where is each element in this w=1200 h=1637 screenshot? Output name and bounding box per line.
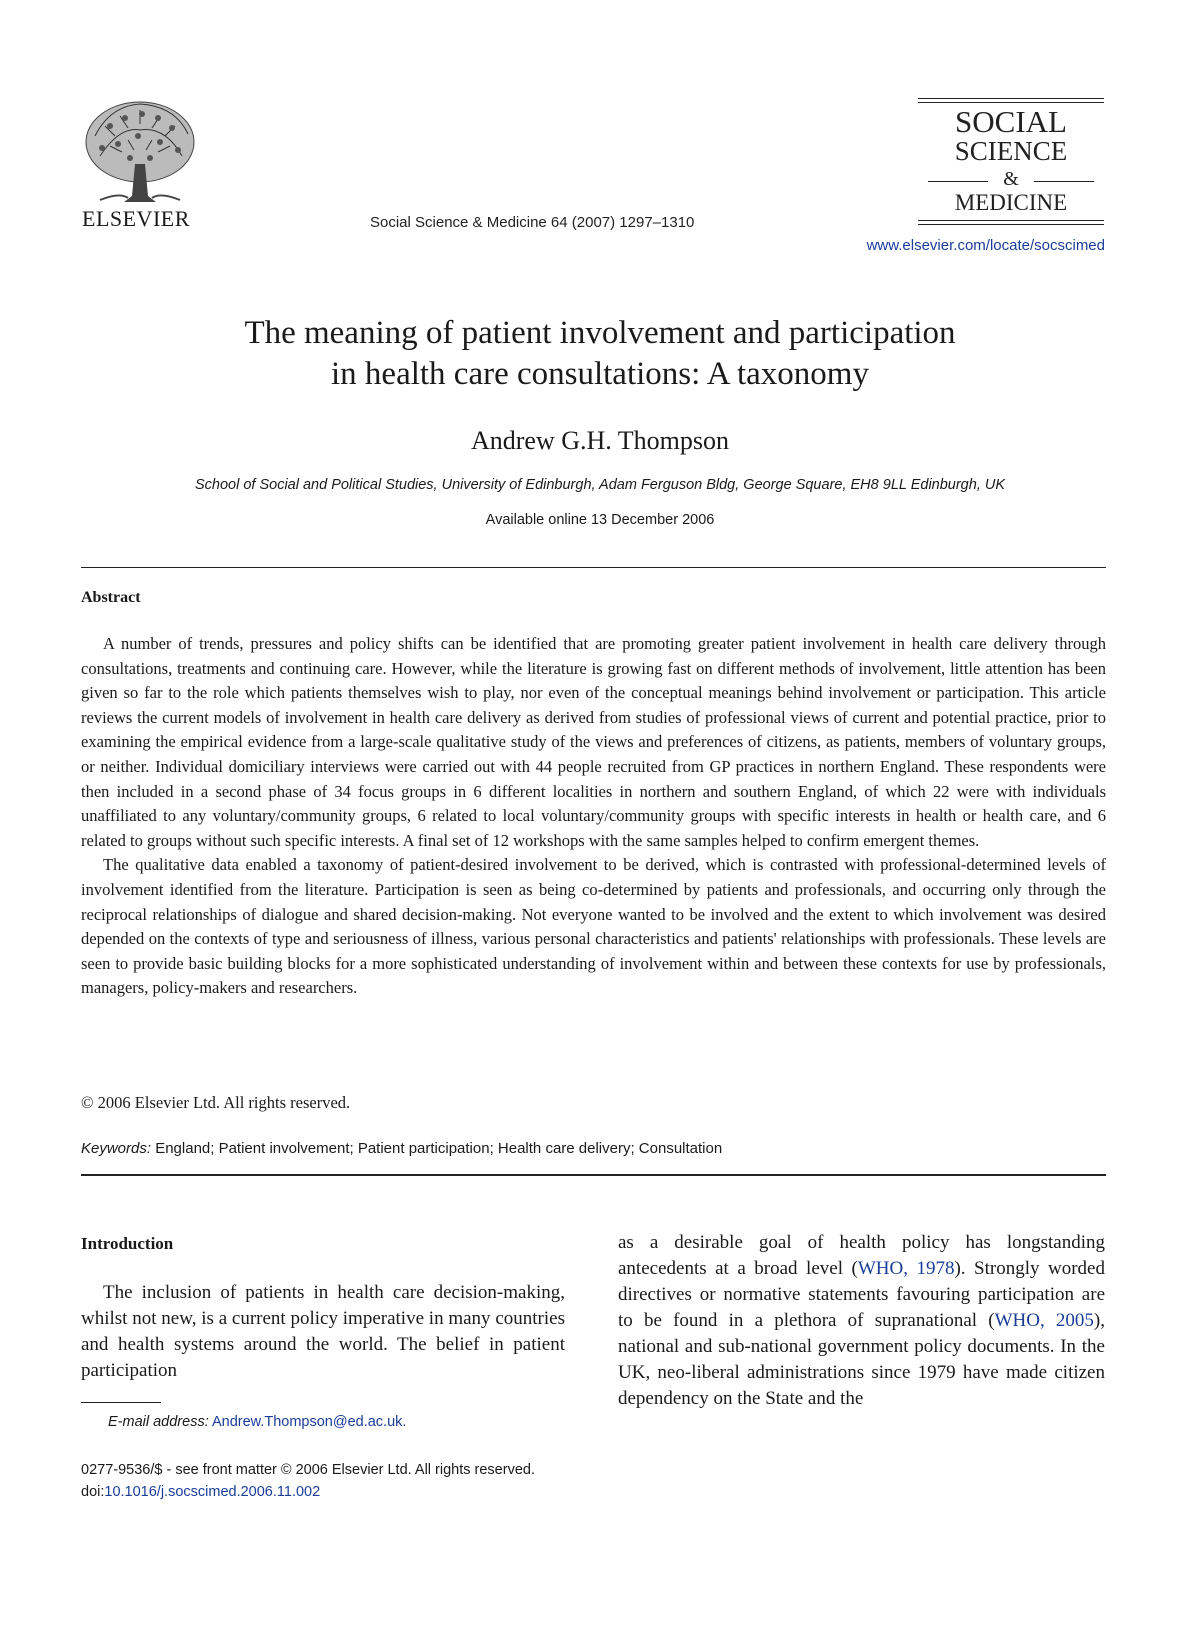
keywords-list: England; Patient involvement; Patient participation; Health care delivery; Consultation xyxy=(155,1140,723,1157)
footnote-rule xyxy=(81,1402,161,1403)
doi-link[interactable]: 10.1016/j.socscimed.2006.11.002 xyxy=(104,1484,321,1500)
email-label: E-mail address: xyxy=(108,1414,209,1430)
citation-link-who-1978[interactable]: WHO, 1978 xyxy=(857,1258,955,1279)
doi-line xyxy=(81,1484,320,1500)
intro-paragraph-right xyxy=(618,1230,1105,1412)
available-online-date: Available online 13 December 2006 xyxy=(485,512,715,528)
abstract-heading: Abstract xyxy=(81,589,141,606)
abstract-paragraph-2: The qualitative data enabled a taxonomy of patient-desired involvement to be derived, which is contrasted with professional-determined levels of involvement identified from the literature. Participation is seen as being co-determined by patients and professionals, and occurring only through the reciprocal relationships of dialogue and shared decision-making. Not everyone wanted to be involved and the extent to which involvement was desired depended on the contexts of type and seriousness of illness, various personal characteristics and patients' relationships with professionals. These levels are seen to provide basic building blocks for a more sophisticated understanding of involvement within and between these contexts for use by professionals, managers, policy-makers and researchers. xyxy=(81,855,1106,998)
doi-prefix: doi: xyxy=(81,1484,105,1500)
journal-url-link[interactable]: www.elsevier.com/locate/socscimed xyxy=(866,237,1105,254)
journal-citation: Social Science & Medicine 64 (2007) 1297–1310 xyxy=(370,214,695,231)
title-line-2: in health care consultations: A taxonomy xyxy=(331,356,869,392)
intro-text-3: ), national and sub-national government policy documents. In the UK, neo-liberal administrations since 1979 have made citizen dependency on the State and the xyxy=(618,1310,1105,1409)
body-column-right xyxy=(618,1230,1105,1412)
masthead-medicine: MEDICINE xyxy=(954,190,1068,215)
title-line-1: The meaning of patient involvement and participation xyxy=(244,315,956,351)
abstract-copyright: © 2006 Elsevier Ltd. All rights reserved. xyxy=(81,1093,351,1112)
divider-top xyxy=(81,567,1106,568)
masthead-ampersand: & xyxy=(1003,168,1019,190)
author-email-link[interactable]: Andrew.Thompson@ed.ac.uk. xyxy=(211,1414,407,1430)
keywords xyxy=(81,1140,722,1157)
intro-text-1: as a desirable goal of health policy has longstanding antecedents at a broad level ( xyxy=(618,1232,1105,1279)
introduction-heading: Introduction xyxy=(81,1234,174,1253)
intro-paragraph-left: The inclusion of patients in health care decision-making, whilst not new, is a current policy imperative in many countries and health systems around the world. The belief in patient participation xyxy=(81,1282,565,1381)
masthead-social: SOCIAL xyxy=(955,104,1067,139)
author-name: Andrew G.H. Thompson xyxy=(470,426,730,455)
abstract-body xyxy=(81,632,1106,1001)
issn-line: 0277-9536/$ - see front matter © 2006 Elsevier Ltd. All rights reserved. xyxy=(81,1462,535,1478)
divider-body xyxy=(81,1174,1106,1176)
paper-title xyxy=(0,313,1200,395)
footnote-email xyxy=(108,1414,406,1430)
keywords-label: Keywords: xyxy=(81,1140,152,1157)
body-column-left xyxy=(81,1280,565,1384)
journal-masthead xyxy=(918,98,1104,230)
citation-link-who-2005[interactable]: WHO, 2005 xyxy=(994,1310,1094,1331)
author-affiliation: School of Social and Political Studies, University of Edinburgh, Adam Ferguson Bldg, George Square, EH8 9LL Edinburgh, UK xyxy=(194,477,1006,493)
abstract-paragraph-1: A number of trends, pressures and policy shifts can be identified that are promoting greater patient involvement in health care delivery through consultations, treatments and continuing care. However, while the literature is growing fast on different methods of involvement, little attention has been given so far to the role which patients themselves wish to play, nor even of the conceptual meanings behind involvement or participation. This article reviews the current models of involvement in health care delivery as derived from studies of professional views of current and potential practice, prior to examining the empirical evidence from a large-scale qualitative study of the views and preferences of citizens, as patients, members of voluntary groups, or neither. Individual domiciliary interviews were carried out with 44 people recruited from GP practices in northern England. These respondents were then included in a second phase of 34 focus groups in 6 different localities in northern and southern England, of which 22 were with individuals unaffiliated to any voluntary/community groups, 6 related to local voluntary/community groups with specific interests in health or health care, and 6 related to groups without such specific interests. A final set of 12 workshops with the same samples helped to confirm emergent themes. xyxy=(81,634,1106,850)
publisher-wordmark: ELSEVIER xyxy=(82,206,190,231)
intro-text-2: ). Strongly worded directives or normative statements favouring participation are to be found in a plethora of supranational ( xyxy=(618,1258,1105,1331)
masthead-science: SCIENCE xyxy=(954,136,1068,166)
